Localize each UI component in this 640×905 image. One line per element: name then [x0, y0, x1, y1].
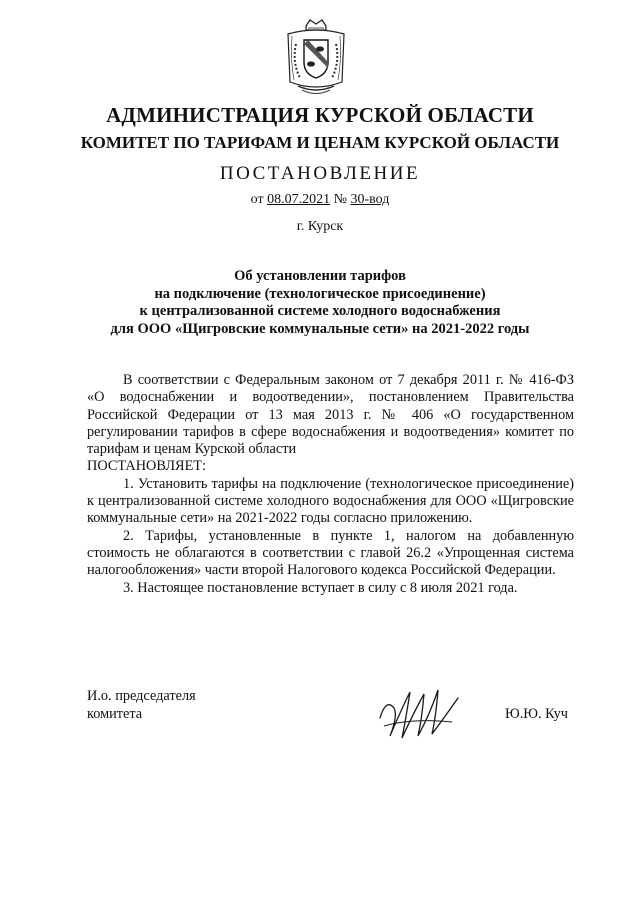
handwritten-signature [372, 678, 468, 748]
coat-of-arms-emblem [282, 18, 350, 98]
title-line: на подключение (технологическое присоединение) [154, 285, 486, 302]
signatory-position [87, 688, 196, 723]
from-word: от [250, 192, 264, 207]
document-date: 08.07.2021 [267, 192, 331, 207]
title-line: Об установлении тарифов [234, 268, 406, 284]
document-title [60, 268, 580, 338]
committee-heading: КОМИТЕТ ПО ТАРИФАМ И ЦЕНАМ КУРСКОЙ ОБЛАСТИ [80, 133, 560, 152]
document-date-number [0, 192, 640, 208]
document-type-heading: ПОСТАНОВЛЕНИЕ [219, 163, 421, 184]
city: г. Курск [296, 219, 344, 234]
position-line-1: И.о. председателя [87, 688, 196, 704]
position-line-2: комитета [87, 705, 143, 722]
item-3-paragraph: 3. Настоящее постановление вступает в силу с 8 июля 2021 года. [123, 579, 518, 596]
number-sign: № [333, 192, 347, 207]
document-body [87, 372, 574, 597]
preamble-paragraph: В соответствии с Федеральным законом от 7 декабря 2011 г. № 416-ФЗ «О водоснабжении и водоотведении», постановлением Правительства Российской Федерации от 13 мая 2013 г. № 406 «О государственном регулировании тарифов в сфере водоснабжения и водоотведения» комитет по тарифам и ценам Курской области [87, 372, 574, 458]
item-2-paragraph: 2. Тарифы, установленные в пункте 1, налогом на добавленную стоимость не облагаются в соответствии с главой 26.2 «Упрощенная система налогообложения» части второй Налогового кодекса Российской Федерации. [87, 527, 574, 579]
signatory-name: Ю.Ю. Куч [505, 706, 568, 722]
item-1-paragraph: 1. Установить тарифы на подключение (технологическое присоединение) к централизованной системе холодного водоснабжения для ООО «Щигровские коммунальные сети» на 2021-2022 годы согласно приложению. [87, 475, 574, 527]
resolves-word: ПОСТАНОВЛЯЕТ: [87, 458, 207, 475]
document-number: 30-вод [350, 192, 390, 207]
administration-heading: АДМИНИСТРАЦИЯ КУРСКОЙ ОБЛАСТИ [106, 103, 534, 127]
title-line: для ООО «Щигровские коммунальные сети» на 2021-2022 годы [110, 320, 530, 337]
title-line: к централизованной системе холодного водоснабжения [139, 303, 501, 319]
